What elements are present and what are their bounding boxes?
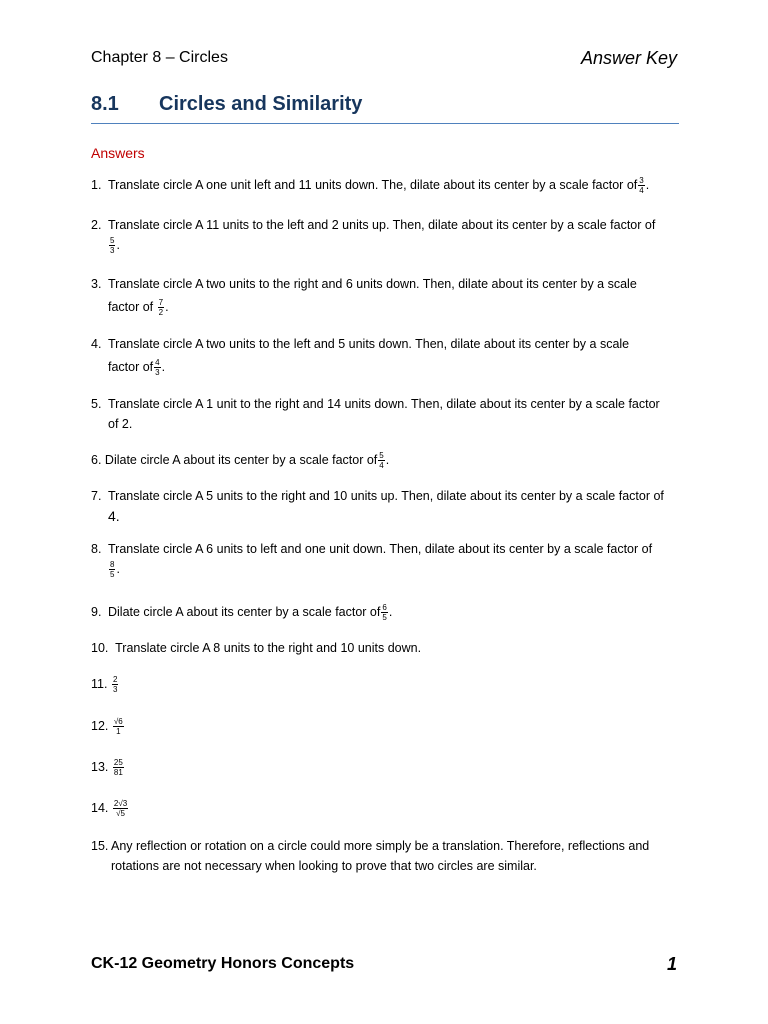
answer-item-1 [91, 175, 681, 195]
fraction-denominator: 4 [379, 461, 384, 471]
item-text: Translate circle A two units to the left and 5 units down. Then, dilate about its center by a scale [108, 337, 630, 351]
fraction-numerator: 2 [112, 675, 118, 685]
answer-item-3 [91, 274, 681, 317]
item-end: . [116, 238, 120, 252]
fraction-numerator: 4 [155, 358, 160, 368]
answers-label: Answers [91, 145, 145, 161]
fraction-denominator: 2 [158, 308, 164, 318]
fraction [381, 603, 387, 622]
fraction [112, 675, 118, 694]
fraction [378, 451, 384, 470]
item-text: Translate circle A two units to the right and 6 units down. Then, dilate about its center by a scale [108, 277, 637, 291]
item-number: 12. [91, 719, 109, 733]
item-text: Translate circle A 11 units to the left and 2 units up. Then, dilate about its center by a scale factor of [108, 218, 656, 232]
item-text-continued: 4. [108, 508, 120, 524]
fraction [113, 717, 124, 736]
item-end: . [385, 453, 390, 467]
answer-item-10 [91, 638, 681, 658]
footer-book-title: CK-12 Geometry Honors Concepts [91, 955, 355, 972]
item-number: 9. [91, 605, 102, 619]
item-number: 6. [91, 453, 102, 467]
item-text: Translate circle A 8 units to the right and 10 units down. [115, 641, 422, 655]
answer-item-4 [91, 334, 681, 377]
answer-item-12 [91, 716, 681, 736]
fraction-numerator: 25 [113, 758, 123, 768]
fraction [638, 176, 644, 195]
fraction-denominator: 4 [639, 186, 644, 196]
fraction-denominator: 3 [155, 368, 160, 378]
chapter-header: Chapter 8 – Circles [91, 49, 228, 66]
item-number: 2. [91, 218, 102, 232]
item-text: Translate circle A one unit left and 11 units down. The, dilate about its center by a scale factor of [108, 178, 638, 192]
fraction-numerator: 5 [110, 236, 115, 246]
fraction-numerator: 8 [110, 560, 115, 570]
answer-item-8 [91, 539, 681, 579]
item-text-continued: factor of [108, 360, 154, 374]
item-end: . [388, 605, 393, 619]
section-title [91, 93, 362, 116]
item-text: Translate circle A 1 unit to the right and 14 units down. Then, dilate about its center by a scale factor [108, 397, 660, 411]
item-text-continued: rotations are not necessary when looking to prove that two circles are similar. [111, 859, 537, 873]
fraction-numerator: 2√3 [113, 799, 128, 809]
fraction-denominator: 81 [113, 768, 123, 778]
answer-item-7 [91, 486, 681, 526]
fraction-denominator: √5 [116, 809, 125, 819]
fraction-denominator: 3 [110, 246, 115, 256]
answer-item-14 [91, 798, 681, 818]
fraction-numerator: 5 [379, 451, 384, 461]
fraction-denominator: 5 [382, 613, 387, 623]
answer-item-11 [91, 674, 681, 694]
footer-page-number: 1 [666, 954, 677, 974]
item-number: 15. [91, 839, 109, 853]
fraction-denominator: 3 [112, 685, 118, 695]
item-number: 5. [91, 397, 102, 411]
item-text: Dilate circle A about its center by a scale factor of [104, 453, 378, 467]
item-number: 7. [91, 489, 102, 503]
fraction [113, 799, 128, 818]
section-number: 8.1 [91, 93, 119, 115]
answer-item-13 [91, 757, 681, 777]
item-number: 11. [91, 677, 108, 691]
fraction-numerator: √6 [113, 717, 123, 727]
item-number: 8. [91, 542, 102, 556]
fraction-numerator: 3 [639, 176, 644, 186]
answer-item-5 [91, 394, 681, 434]
fraction-denominator: 5 [110, 570, 115, 580]
item-number: 13. [91, 760, 109, 774]
item-end: . [116, 562, 120, 576]
fraction-numerator: 6 [382, 603, 387, 613]
item-number: 14. [91, 801, 109, 815]
fraction [158, 298, 164, 317]
item-text: Translate circle A 5 units to the right and 10 units up. Then, dilate about its center by a scale factor of [108, 489, 664, 503]
item-end: . [161, 360, 166, 374]
section-name: Circles and Similarity [159, 93, 363, 115]
item-text: Translate circle A 6 units to left and one unit down. Then, dilate about its center by a scale factor of [108, 542, 653, 556]
fraction [113, 758, 124, 777]
item-number: 4. [91, 337, 102, 351]
title-divider [91, 123, 679, 124]
item-text-continued: of 2. [108, 417, 133, 431]
item-text-continued: factor of [108, 300, 154, 314]
item-text: Dilate circle A about its center by a scale factor of [108, 605, 381, 619]
fraction [154, 358, 160, 377]
answer-item-6 [91, 450, 681, 470]
answer-key-header: Answer Key [580, 48, 677, 68]
item-number: 10. [91, 641, 109, 655]
fraction-numerator: 7 [158, 298, 164, 308]
fraction [109, 560, 115, 579]
item-number: 1. [91, 178, 102, 192]
item-end: . [645, 178, 650, 192]
answer-item-9 [91, 602, 681, 622]
fraction [109, 236, 115, 255]
answer-item-15 [91, 836, 681, 876]
answer-item-2 [91, 215, 681, 255]
fraction-denominator: 1 [116, 727, 121, 737]
item-number: 3. [91, 277, 102, 291]
item-end: . [165, 300, 169, 314]
item-text: Any reflection or rotation on a circle could more simply be a translation. Therefore, reflections and [111, 839, 650, 853]
